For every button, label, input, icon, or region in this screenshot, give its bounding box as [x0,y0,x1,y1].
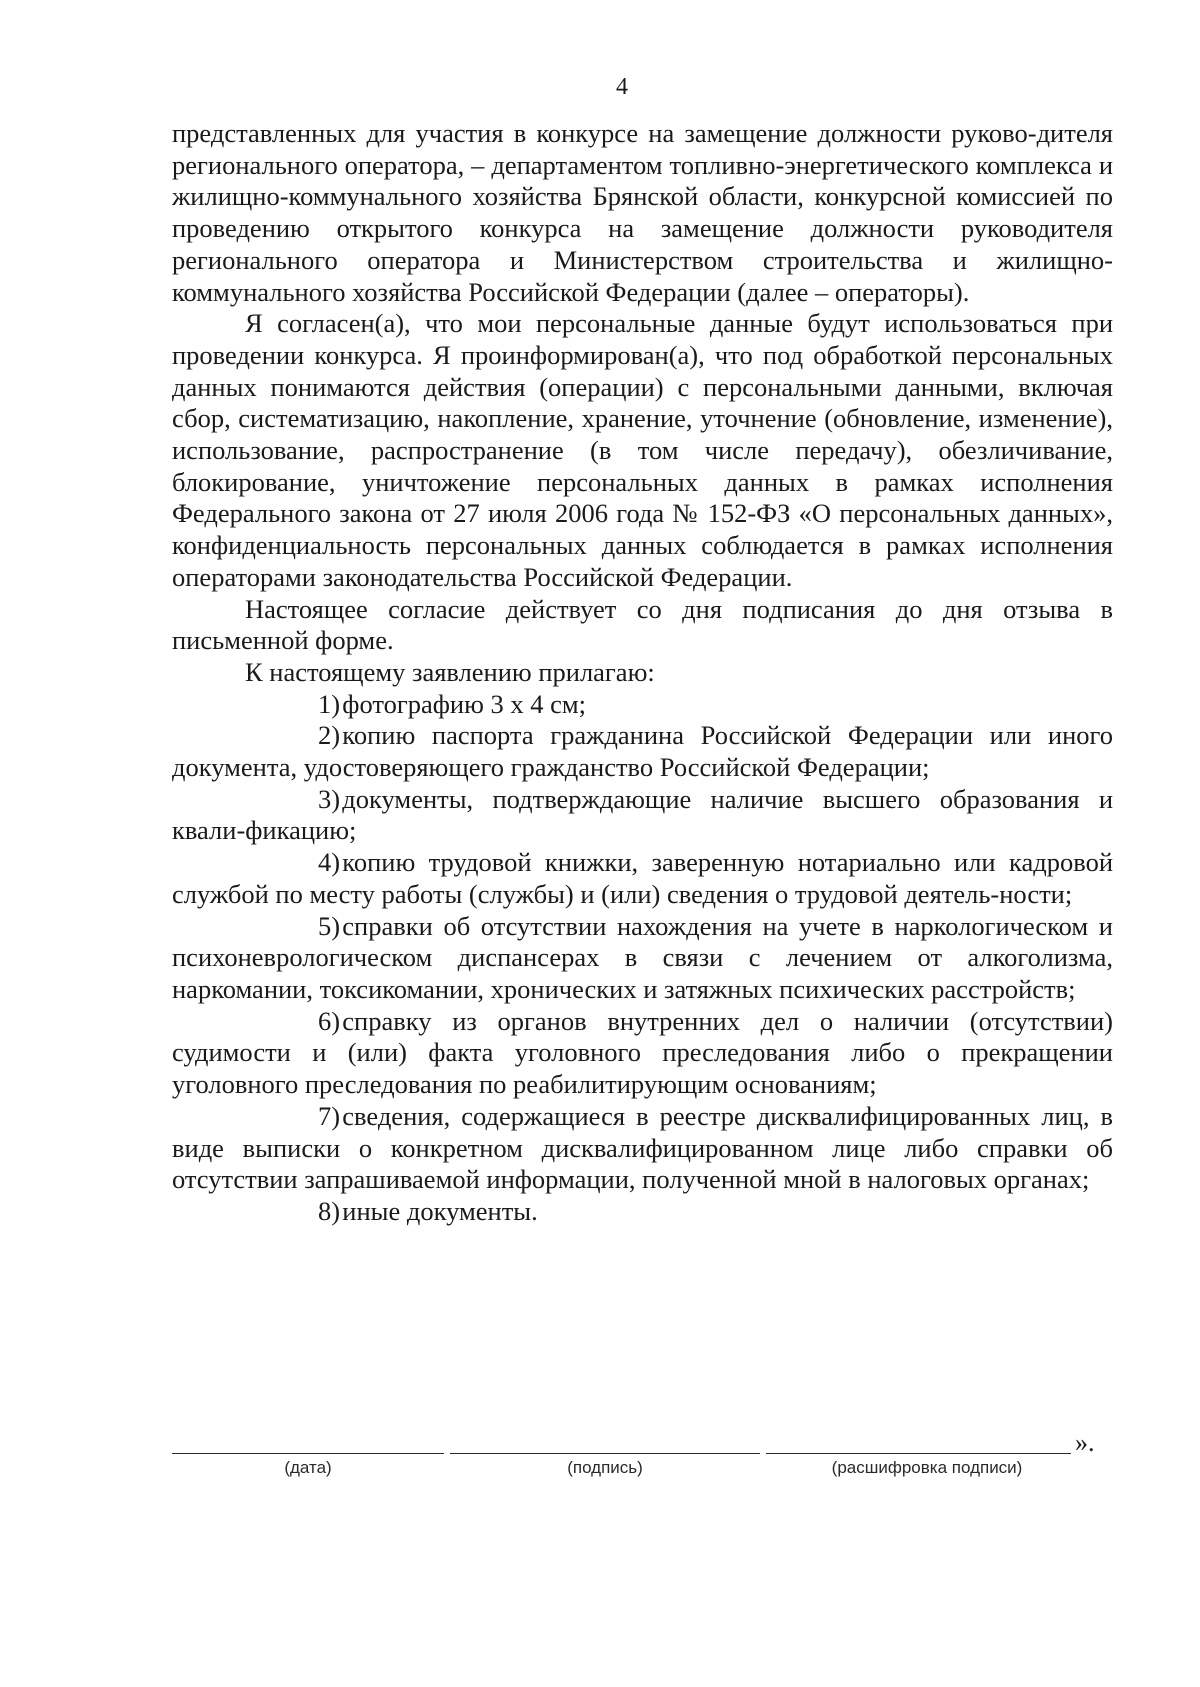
attachment-item-2 [172,720,1113,783]
signature-line [450,1452,760,1454]
attachment-number: 3) [318,783,341,814]
attachment-text: иные документы. [342,1195,538,1226]
document-body [172,118,1113,1228]
date-line [172,1452,444,1454]
paragraph-attachments-intro: К настоящему заявлению прилагаю: [245,656,655,687]
attachment-text: справки об отсутствии нахождения на учете в наркологическом и психоневрологическом диспансерах в связи с лечением от алкоголизма, наркомании, токсикомании, хронических и затяжных психических расстройств; [172,910,1113,1004]
attachment-item-3 [172,784,1113,847]
attachment-text: документы, подтверждающие наличие высшего образования и квали-фикацию; [172,783,1113,846]
attachment-item-7 [172,1101,1113,1196]
attachment-text: справку из органов внутренних дел о наличии (отсутствии) судимости и (или) факта уголовного преследования либо о прекращении уголовного преследования по реабилитирующим основаниям; [172,1005,1113,1100]
signature-block [172,1428,1113,1512]
attachment-number: 6) [318,1005,341,1036]
paragraph-operators: представленных для участия в конкурсе на замещение должности руково-дителя регионального оператора, – департаментом топливно-энергетического комплекса и жилищно-коммунального хозяйства Брянской области, конкурсной комиссией по проведению открытого конкурса на замещение должности руководителя регионального оператора и Министерством строительства и жилищно-коммунального хозяйства Российской Федерации (далее – операторы). [172,118,1113,307]
attachment-item-1 [172,689,1113,721]
attachment-number: 8) [318,1195,341,1226]
paragraph-consent: Я согласен(а), что мои персональные данные будут использоваться при проведении конкурса. Я проинформирован(а), что под обработкой персональных данных понимаются действия (операции) с персональными данными, включая сбор, систематизацию, накопление, хранение, уточнение (обновление, изменение), использование, распространение (в том числе передачу), обезличивание, блокирование, уничтожение персональных данных в рамках исполнения Федерального закона от 27 июля 2006 года № 152-ФЗ «О персональных данных», конфиденциальность персональных данных соблюдается в рамках исполнения операторами законодательства Российской Федерации. [172,308,1113,592]
signature-decode-line [766,1452,1071,1454]
signature-decode-caption: (расшифровка подписи) [831,1458,1023,1477]
page-number: 4 [616,74,628,100]
attachment-number: 5) [318,910,341,941]
attachment-number: 2) [318,720,341,751]
attachment-text: сведения, содержащиеся в реестре дисквалифицированных лиц, в виде выписки о конкретном дисквалифицированном лице либо справки об отсутствии запрашиваемой информации, полученной мной в налоговых органах; [172,1100,1113,1195]
attachment-item-5 [172,911,1113,1006]
closing-quote: ». [1075,1428,1095,1457]
attachment-text: фотографию 3 х 4 см; [342,688,587,719]
attachment-item-8 [172,1196,1113,1228]
attachment-number: 7) [318,1100,341,1131]
attachment-number: 1) [318,688,341,719]
attachment-item-4 [172,847,1113,910]
paragraph-validity: Настоящее согласие действует со дня подписания до дня отзыва в письменной форме. [172,593,1113,656]
attachment-number: 4) [318,847,341,878]
attachment-text: копию трудовой книжки, заверенную нотариально или кадровой службой по месту работы (службы) и (или) сведения о трудовой деятель-ности; [172,847,1113,909]
attachment-text: копию паспорта гражданина Российской Федерации или иного документа, удостоверяющего гражданство Российской Федерации; [172,720,1113,783]
attachment-item-6 [172,1006,1113,1101]
signature-caption: (подпись) [567,1458,643,1477]
date-caption: (дата) [284,1458,332,1477]
